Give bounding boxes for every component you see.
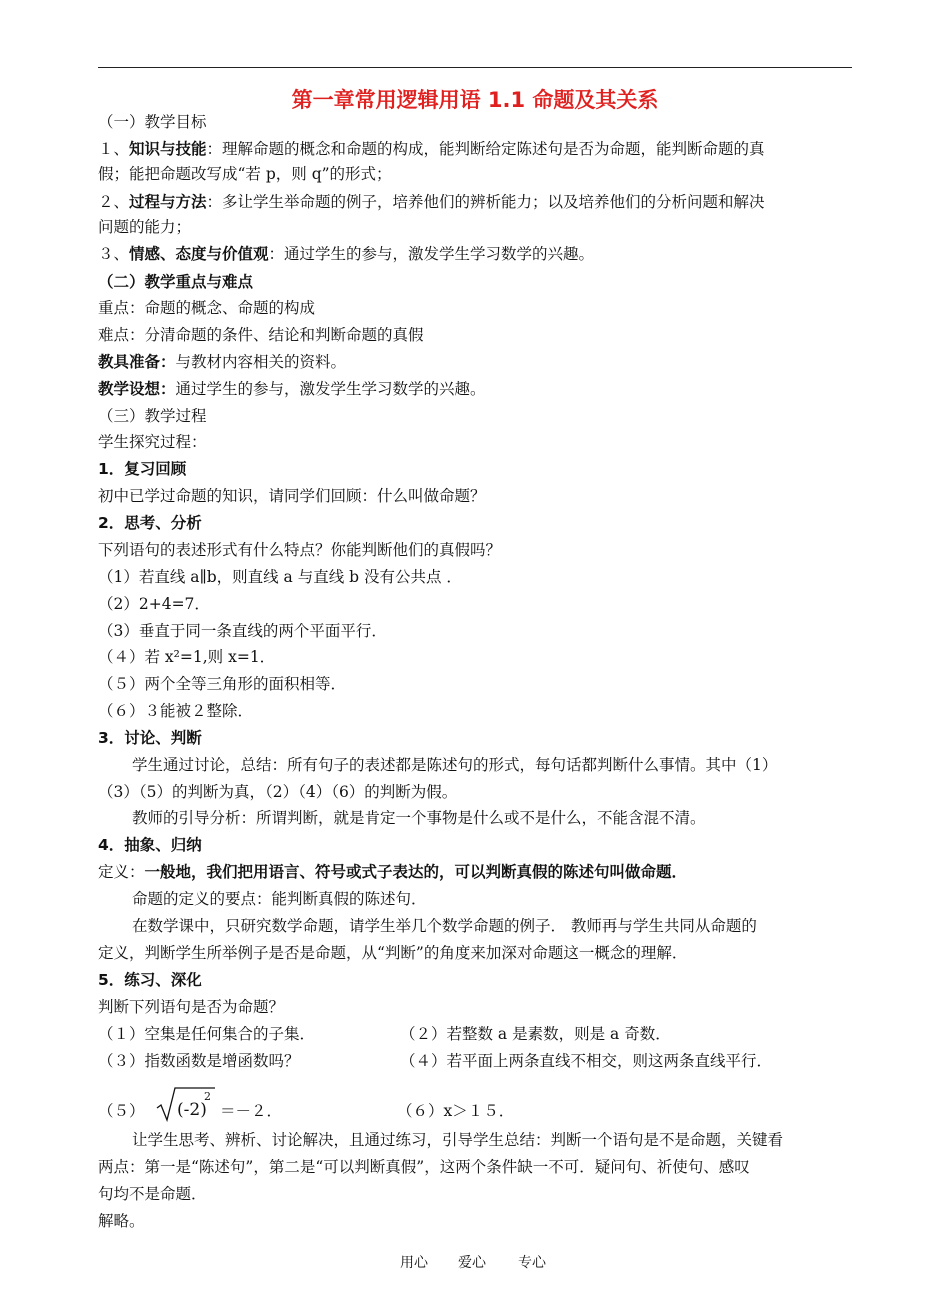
list-item: （６）x＞１５．	[397, 1102, 515, 1120]
paragraph: 两点：第一是“陈述句”，第二是“可以判断真假”，这两个条件缺一不可．疑问句、祈使句、感叹	[98, 1158, 750, 1176]
subheading: 5．练习、深化	[98, 971, 202, 989]
exponent: 2	[204, 1090, 211, 1103]
footer-text: 用心	[400, 1255, 428, 1271]
subheading: 3．讨论、判断	[98, 729, 202, 747]
item-number: １、	[98, 140, 130, 158]
section-heading: （一）教学目标	[98, 113, 207, 131]
list-item: （1）若直线 a∥b，则直线 a 与直线 b 没有公共点 ．	[98, 568, 462, 586]
paragraph	[98, 379, 486, 399]
header-rule	[98, 67, 852, 68]
list-item: （３）指数函数是增函数吗？	[98, 1052, 300, 1070]
page-title: 第一章常用逻辑用语 1.1 命题及其关系	[291, 88, 659, 112]
paragraph	[98, 139, 765, 159]
subheading: 4．抽象、归纳	[98, 836, 202, 854]
list-item: （3）垂直于同一条直线的两个平面平行．	[98, 622, 387, 640]
equation-rhs: ＝－２．	[220, 1102, 283, 1120]
list-item: （５）两个全等三角形的面积相等．	[98, 675, 347, 693]
paragraph: 学生通过讨论，总结：所有句子的表述都是陈述句的形式，每句话都判断什么事情。其中（1）	[132, 756, 778, 774]
item-number: ２、	[98, 193, 130, 211]
list-item: （４）若平面上两条直线不相交，则这两条直线平行．	[400, 1052, 773, 1070]
list-item: （６）３能被２整除．	[98, 702, 254, 720]
section-heading: （三）教学过程	[98, 407, 207, 425]
definition-text: 一般地，我们把用语言、符号或式子表达的，可以判断真假的陈述句叫做命题．	[144, 863, 688, 881]
label: 教具准备：	[98, 353, 176, 371]
paragraph: 假；能把命题改写成“若 p，则 q”的形式；	[98, 165, 392, 183]
text: ：通过学生的参与，激发学生学习数学的兴趣。	[268, 245, 595, 263]
subheading: 1．复习回顾	[98, 460, 187, 478]
radicand: (-2)	[177, 1100, 207, 1120]
label: 定义：	[98, 863, 145, 881]
paragraph	[98, 192, 765, 212]
definition	[98, 862, 687, 882]
paragraph: 学生探究过程：	[98, 433, 207, 451]
text: ：多让学生举命题的例子，培养他们的辨析能力；以及培养他们的分析问题和解决	[206, 193, 765, 211]
paragraph	[98, 352, 346, 372]
label: 教学设想：	[98, 380, 176, 398]
label: 过程与方法	[129, 193, 207, 211]
paragraph: 在数学课中，只研究数学命题，请学生举几个数学命题的例子． 教师再与学生共同从命题的	[132, 917, 757, 935]
paragraph: （3）（5）的判断为真，（2）（4）（6）的判断为假。	[98, 783, 458, 801]
list-item: （２）若整数 a 是素数，则是 a 奇数．	[400, 1025, 671, 1043]
footer-text: 专心	[518, 1255, 546, 1271]
list-item: （１）空集是任何集合的子集．	[98, 1025, 316, 1043]
paragraph: 教师的引导分析：所谓判断，就是肯定一个事物是什么或不是什么，不能含混不清。	[132, 809, 706, 827]
paragraph	[98, 244, 594, 264]
paragraph: 下列语句的表述形式有什么特点？你能判断他们的真假吗？	[98, 541, 502, 559]
text: 与教材内容相关的资料。	[175, 353, 347, 371]
label: 知识与技能	[129, 140, 207, 158]
paragraph: 初中已学过命题的知识，请同学们回顾：什么叫做命题？	[98, 487, 486, 505]
footer-text: 爱心	[458, 1255, 486, 1271]
paragraph: 问题的能力；	[98, 218, 192, 236]
paragraph: 让学生思考、辨析、讨论解决，且通过练习，引导学生总结：判断一个语句是不是命题，关键看	[132, 1131, 784, 1149]
paragraph: 难点：分清命题的条件、结论和判断命题的真假	[98, 326, 424, 344]
square-root-expression	[155, 1084, 217, 1124]
label: 情感、态度与价值观	[129, 245, 269, 263]
paragraph: 命题的定义的要点：能判断真假的陈述句．	[132, 890, 427, 908]
item-number: ３、	[98, 245, 130, 263]
section-heading: （二）教学重点与难点	[98, 273, 254, 291]
paragraph: 判断下列语句是否为命题？	[98, 998, 285, 1016]
subheading: 2．思考、分析	[98, 514, 202, 532]
paragraph: 重点：命题的概念、命题的构成	[98, 299, 316, 317]
list-item: （2）2+4=7．	[98, 595, 210, 613]
list-item: （５）	[98, 1102, 145, 1120]
text: ：理解命题的概念和命题的构成，能判断给定陈述句是否为命题，能判断命题的真	[206, 140, 765, 158]
list-item: （４）若 x²=1,则 x=1．	[98, 648, 276, 666]
paragraph: 定义，判断学生所举例子是否是命题，从“判断”的角度来加深对命题这一概念的理解．	[98, 944, 688, 962]
text: 通过学生的参与，激发学生学习数学的兴趣。	[175, 380, 486, 398]
paragraph: 解略。	[98, 1212, 145, 1230]
paragraph: 句均不是命题．	[98, 1185, 207, 1203]
